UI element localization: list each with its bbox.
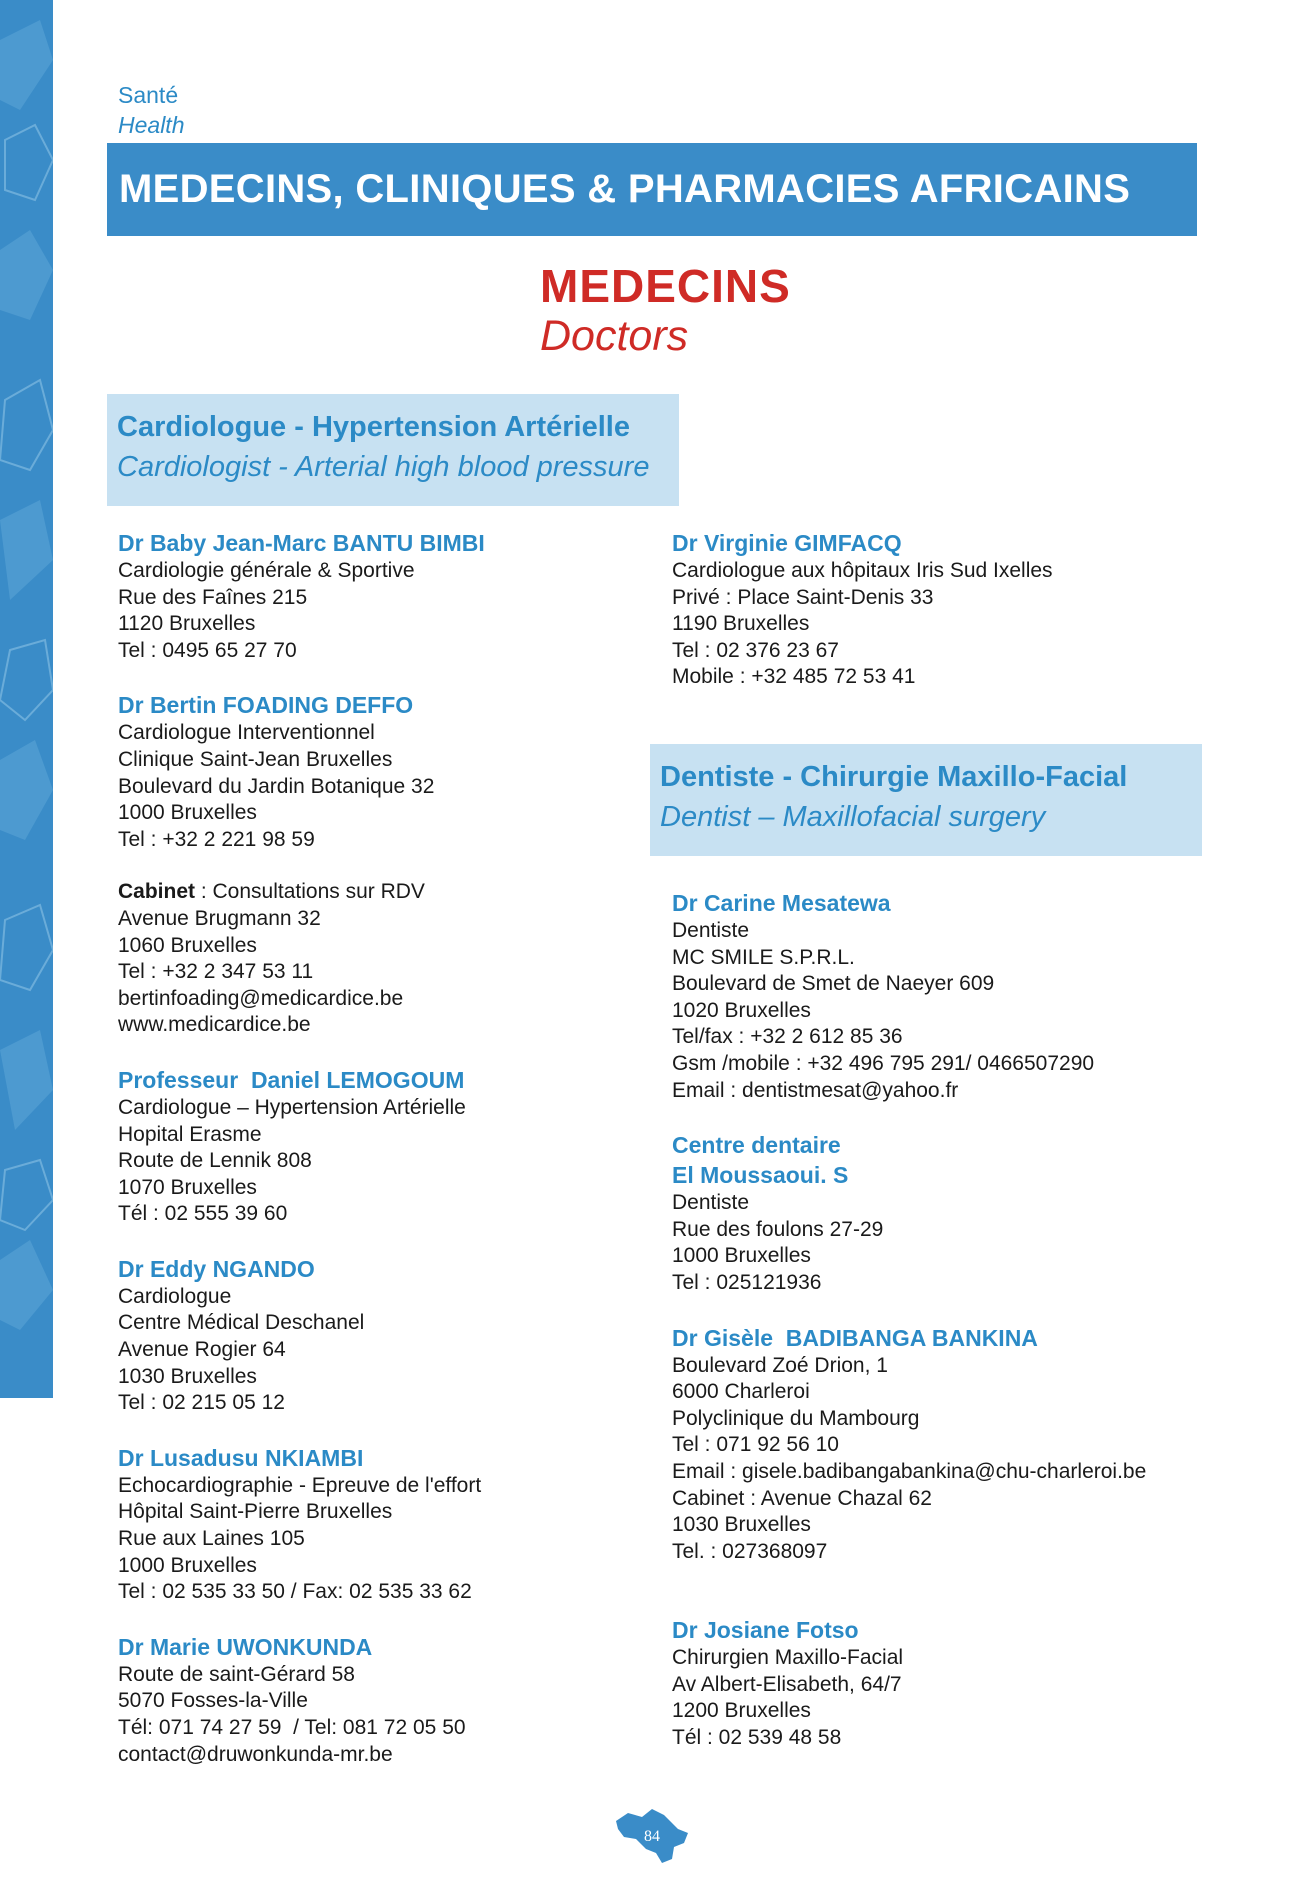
doctor-website[interactable]: www.medicardice.be	[118, 1013, 311, 1037]
doctor-clinic: Hopital Erasme	[118, 1122, 262, 1146]
doctor-name: Dr Marie UWONKUNDA	[118, 1633, 373, 1660]
page-number-badge	[612, 1807, 692, 1865]
section-title	[540, 260, 791, 360]
doctor-address: Route de saint-Gérard 58	[118, 1662, 355, 1686]
doctor-entry	[118, 1254, 628, 1417]
doctor-email[interactable]: Email : dentistmesat@yahoo.fr	[672, 1078, 959, 1102]
doctor-city: 1000 Bruxelles	[118, 801, 257, 825]
category-box-dentistry	[650, 744, 1202, 856]
cabinet-label: Cabinet	[118, 880, 196, 904]
doctor-phone: Tel : +32 2 221 98 59	[118, 827, 315, 851]
doctor-name: Dr Carine Mesatewa	[672, 890, 891, 916]
doctor-city: 1200 Bruxelles	[672, 1699, 811, 1723]
doctor-phone: Tel : 02 376 23 67	[672, 638, 839, 662]
doctor-clinic: Hôpital Saint-Pierre Bruxelles	[118, 1500, 393, 1524]
doctor-city: 1190 Bruxelles	[672, 612, 810, 636]
doctor-specialty: Cardiologie générale & Sportive	[118, 559, 415, 582]
doctor-name-line2: El Moussaoui. S	[672, 1162, 849, 1189]
doctor-city: 1060 Bruxelles	[118, 933, 257, 957]
doctor-cabinet: Cabinet : Avenue Chazal 62	[672, 1486, 932, 1510]
section-title-en: Doctors	[540, 312, 689, 360]
decorative-side-strip	[0, 0, 53, 1398]
doctor-mobile: Gsm /mobile : +32 496 795 291/ 0466507290	[672, 1051, 1095, 1075]
doctor-name: Professeur Daniel LEMOGOUM	[118, 1066, 465, 1093]
category-box-cardiology	[107, 394, 679, 506]
doctor-specialty: Cardiologue Interventionnel	[118, 721, 375, 745]
doctor-phone: Tél : 02 555 39 60	[118, 1202, 288, 1226]
doctor-specialty: Dentiste	[672, 919, 750, 942]
doctor-address: Privé : Place Saint-Denis 33	[672, 585, 934, 609]
cabinet-line	[118, 879, 628, 906]
page-number: 84	[644, 1828, 660, 1845]
cabinet-entry	[118, 879, 628, 1039]
doctor-address: Boulevard Zoé Drion, 1	[672, 1353, 888, 1377]
doctor-address: Avenue Brugmann 32	[118, 906, 321, 930]
doctor-name: Dr Gisèle BADIBANGA BANKINA	[672, 1324, 1038, 1351]
doctor-specialty: Cardiologue aux hôpitaux Iris Sud Ixelles	[672, 559, 1053, 582]
doctor-city: 1120 Bruxelles	[118, 612, 256, 636]
doctor-specialty: Chirurgien Maxillo-Facial	[672, 1646, 904, 1670]
doctor-address: Boulevard de Smet de Naeyer 609	[672, 972, 995, 996]
doctor-address: Rue des Faînes 215	[118, 585, 308, 609]
doctor-entry	[672, 1130, 1212, 1296]
category-title-en: Dentist – Maxillofacial surgery	[660, 801, 1046, 833]
doctor-email[interactable]: contact@druwonkunda-mr.be	[118, 1742, 393, 1766]
kicker-fr: Santé	[118, 82, 179, 108]
doctor-phone: Tél : 02 539 48 58	[672, 1726, 842, 1750]
doctor-name: Dr Lusadusu NKIAMBI	[118, 1444, 364, 1471]
doctor-clinic: Clinique Saint-Jean Bruxelles	[118, 747, 393, 771]
doctor-specialty: Echocardiographie - Epreuve de l'effort	[118, 1473, 482, 1497]
doctor-phone: Tel/fax : +32 2 612 85 36	[672, 1025, 903, 1049]
doctor-entry	[672, 888, 1212, 1104]
doctor-clinic: Centre Médical Deschanel	[118, 1311, 365, 1335]
doctor-address: Av Albert-Elisabeth, 64/7	[672, 1672, 902, 1696]
left-column	[118, 528, 628, 1794]
doctor-city: 1000 Bruxelles	[118, 1553, 257, 1577]
doctor-city: 1000 Bruxelles	[672, 1244, 811, 1268]
doctor-entry	[118, 1443, 628, 1606]
kicker-en: Health	[118, 112, 185, 138]
doctor-city: 5070 Fosses-la-Ville	[118, 1689, 308, 1713]
doctor-phone: Tel : 0495 65 27 70	[118, 638, 297, 662]
doctor-specialty: Dentiste	[672, 1191, 750, 1215]
right-column-top	[672, 528, 1212, 717]
doctor-specialty: Cardiologue – Hypertension Artérielle	[118, 1095, 466, 1119]
doctor-phone: Tél: 071 74 27 59 / Tel: 081 72 05 50	[118, 1716, 466, 1739]
doctor-specialty: Cardiologue	[118, 1284, 232, 1308]
doctor-email[interactable]: Email : gisele.badibangabankina@chu-charleroi.be	[672, 1459, 1147, 1483]
doctor-address: Route de Lennik 808	[118, 1149, 312, 1173]
category-title-fr: Dentiste - Chirurgie Maxillo-Facial	[660, 761, 1128, 793]
doctor-entry	[118, 1632, 628, 1768]
doctor-entry	[118, 1065, 628, 1228]
doctor-address: Avenue Rogier 64	[118, 1338, 286, 1362]
doctor-entry	[672, 528, 1212, 691]
doctor-name: Centre dentaire	[672, 1132, 841, 1159]
right-column-dentists	[672, 888, 1212, 1778]
belgium-map-icon	[612, 1807, 692, 1865]
doctor-city: 1030 Bruxelles	[118, 1364, 257, 1388]
doctor-name: Dr Bertin FOADING DEFFO	[118, 692, 414, 719]
doctor-name: Dr Eddy NGANDO	[118, 1255, 315, 1282]
doctor-city: 1070 Bruxelles	[118, 1175, 257, 1199]
doctor-entry	[672, 1323, 1212, 1566]
doctor-city: 1020 Bruxelles	[672, 998, 811, 1022]
doctor-phone: Tel : 025121936	[672, 1270, 822, 1294]
doctor-address: Rue aux Laines 105	[118, 1527, 305, 1551]
cabinet-text: : Consultations sur RDV	[195, 880, 425, 904]
section-kicker	[118, 80, 184, 140]
doctor-email[interactable]: bertinfoading@medicardice.be	[118, 986, 404, 1010]
doctor-clinic: Polyclinique du Mambourg	[672, 1406, 920, 1430]
doctor-phone: Tel : 02 535 33 50 / Fax: 02 535 33 62	[118, 1580, 472, 1604]
doctor-entry	[118, 690, 628, 853]
doctor-city: 1030 Bruxelles	[672, 1513, 811, 1537]
doctor-clinic: MC SMILE S.P.R.L.	[672, 945, 855, 969]
doctor-entry	[672, 1615, 1212, 1751]
doctor-mobile: Mobile : +32 485 72 53 41	[672, 665, 916, 689]
doctor-address: Rue des foulons 27-29	[672, 1217, 884, 1241]
doctor-name: Dr Baby Jean-Marc BANTU BIMBI	[118, 530, 485, 556]
category-title-fr: Cardiologue - Hypertension Artérielle	[117, 411, 630, 443]
doctor-phone: Tel : 071 92 56 10	[672, 1433, 839, 1457]
doctor-entry	[118, 528, 628, 664]
doctor-name: Dr Virginie GIMFACQ	[672, 530, 902, 556]
doctor-phone: Tel : 02 215 05 12	[118, 1391, 285, 1415]
doctor-phone: Tel : +32 2 347 53 11	[118, 960, 314, 984]
doctor-address: Boulevard du Jardin Botanique 32	[118, 774, 435, 798]
doctor-name: Dr Josiane Fotso	[672, 1617, 859, 1644]
doctor-phone: Tel. : 027368097	[672, 1539, 828, 1563]
page-banner: MEDECINS, CLINIQUES & PHARMACIES AFRICAINS	[107, 143, 1197, 236]
section-title-fr: MEDECINS	[540, 260, 791, 312]
category-title-en: Cardiologist - Arterial high blood pressure	[117, 451, 650, 483]
doctor-city: 6000 Charleroi	[672, 1380, 810, 1404]
